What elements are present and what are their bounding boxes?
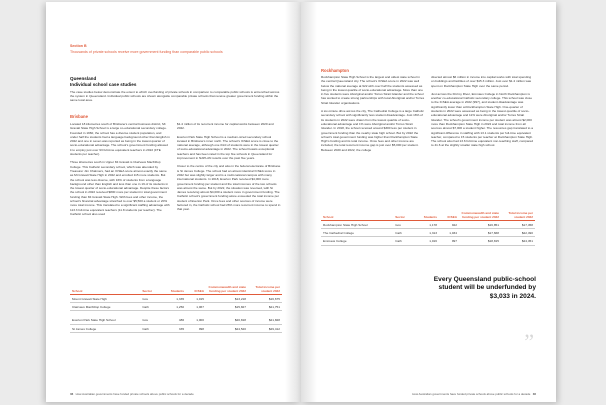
region-heading-brisbane: Brisbane (70, 114, 88, 119)
cell-funding: $16,851 (459, 221, 501, 229)
left-column-2 (177, 122, 281, 216)
paragraph: Closer to the centre of the city and also in the federal electorate of Brisbane is St James College. The school had an almost identical ICSEA score in 2022 but was slightly larger and is a multi-national campus with many international students. In 2018, Everton Park received $4,000 more government funding per student and the total incomes of the two schools was almost the same. But by 2022, the situation was reversed, with St James receiving almost $4,000 a student more in government funding. The Catholic school's government funding alone exceeded the total income per student of Everton Park. Once fees and other sources of income were factored in, the Catholic school had 26% more recurrent income to spend in that year. (177, 164, 281, 212)
book-spread (46, 2, 556, 402)
cell-sector: Gov (393, 221, 413, 229)
cell-icsea: 998 (186, 325, 206, 333)
paragraph: Everton Park State High School is a medium-sized secondary school located in Brisbane's inner north. The school's ICSEA score is close to the national average, although one third of students were in the lowest quarter of socio-educational advantage in 2022. The school boasts exceptional teachers and has been rated in the top five schools in Queensland for improvement in NAPLAN results over the past five years. (177, 134, 279, 161)
cell-icsea: 922 (439, 221, 459, 229)
col-header-icsea: ICSEA (186, 284, 206, 295)
cell-funding: $13,218 (206, 295, 248, 303)
col-header-students: Students (413, 210, 439, 221)
cell-icsea: 1,067 (186, 303, 206, 311)
paragraph: $1.4 million of its recurrent income for capital works between 2020 and 2022. (177, 122, 274, 131)
left-page (46, 2, 301, 402)
col-header-sector: Sector (140, 284, 160, 295)
cell-school: St James College (70, 325, 140, 333)
cell-income: $22,490 (501, 229, 535, 237)
cell-students: 486 (161, 317, 187, 325)
cell-icsea: 997 (439, 237, 459, 245)
left-footer (70, 392, 194, 396)
cell-sector: Cath (140, 303, 160, 311)
cell-school: The Cathedral College (321, 229, 393, 237)
cell-funding: $15,827 (206, 303, 248, 311)
cell-funding: $17,668 (459, 229, 501, 237)
right-column-2 (431, 75, 535, 152)
cell-school: Clairvaux MacKillop College (70, 303, 140, 311)
col-header-icsea: ICSEA (439, 210, 459, 221)
cell-students: 1,016 (413, 237, 439, 245)
cell-income: $16,675 (248, 295, 282, 303)
col-header-income: Total income per student 2022 (248, 284, 282, 295)
cell-school: Emmaus College (321, 237, 393, 245)
cell-income: $29,412 (248, 325, 282, 333)
cell-sector: Cath (393, 237, 413, 245)
intro-paragraph: The case studies below demonstrate the extent to which overfunding of private schools in comparison to comparable public schools is entrenched across the system in Queensland. Individual public schools are shown alongside comparable private schools that receive greater government funding within the same local area. (70, 90, 280, 103)
cell-income: $17,458 (501, 221, 535, 229)
table-row (70, 295, 282, 303)
paragraph: A six-minute drive across the city, The Cathedral College is a large Catholic secondary school with significantly less student disadvantage. Just 16% of its students in 2022 were drawn from the lowest quartile of socio-educational advantage and 1% were Aboriginal and/or Torres Strait Islander. In 2018, the school received around $300 less per student in government funding than the nearby state high school. But by 2022 the school's total government funding was higher than Rockhampton State High's funding and its total income. Once fees and other income are included, the total recurrent income gap is just over $5,000 per student. Between 2020 and 2022, the college (321, 109, 424, 152)
gutter-shadow (301, 2, 317, 402)
pull-quote: Every Queensland public-school student will be underfunded by $3,033 in 2024. (433, 276, 536, 300)
right-footer (412, 392, 536, 396)
paragraph: Just across the Fitzroy River, Emmaus College in North Rockhampton is another co-educational Catholic secondary college. This school was close to the ICSEA average in 2022 (997), and student disadvantage was significantly lower than at Rockhampton State High. One-quarter of students in 2022 were assessed as being in the lowest quartile of socio-educational advantage and 11% were Aboriginal and/or Torres Strait Islander. The school's government income per student was almost $2,000 more than Rockhampton State High in 2022 and total income from all sources almost $7,000 a student higher. The resources gap translated to a significant difference in staffing with 13.1 students per full-time equivalent teacher, compared to 15 students per teacher at Rockhampton State High. The school also had 13.6 full-time equivalent non-teaching staff, compared to 41.6 at the slightly smaller state high school. (431, 91, 534, 148)
cell-income: $21,751 (248, 303, 282, 311)
page-heading: Queensland Individual school case studies (70, 76, 137, 87)
cell-school: Mount Gravatt State High (70, 295, 140, 303)
footer-text: How Australian governments have funded private schools above public schools for a decade (412, 392, 531, 396)
table-header-row (70, 284, 282, 295)
cell-icsea: 1,000 (186, 317, 206, 325)
paragraph: diverted almost $6 million in income into capital works with total spending on buildings and facilities of over $15.3 million. Just over $1.4 million was spent on Rockhampton State High over the same period. (431, 75, 532, 88)
cell-students: 335 (161, 325, 187, 333)
right-column-1 (321, 75, 425, 156)
table-row (321, 237, 535, 245)
cell-funding: $20,818 (206, 317, 248, 325)
cell-students: 1,178 (413, 221, 439, 229)
page-number: 36 (70, 392, 74, 396)
table-header-row (321, 210, 535, 221)
cell-income: $24,451 (501, 237, 535, 245)
paragraph: Rockhampton State High School is the largest and oldest state school in the central Queensland city. The school's ICSEA score in 2022 was well below the national average at 922 with over half the students assessed as being in the lowest quartile of socio-educational advantage. More than one in five students were Aboriginal and/or Torres Strait Islander and the school has worked to create strong partnerships with local Aboriginal and/or Torres Strait Islander organisations. (321, 75, 425, 105)
paragraph: Three kilometres south in Upper Mt Gravatt is Clairvaux MacKillop College. This Catholic secondary school, which was attended by Treasurer Jim Chalmers, had an ICSEA score almost exactly the same as Mt Gravatt State High in 2022 and enrolled 115 more students. But the school was less diverse, with 16% of students from a language background other than English and less than one in 19 of its students in the lowest quarter of socio-educational advantage. Despite these factors the school in 2022 received $800 more per student in total government funding than Mt Gravatt State High. With fees and other income, the school's financial advantage stretched to over $5,500 a student or 20% more total income. This translated to a significant staffing advantage with 113.3 full-time equivalent teachers (11.8 students per teacher). The Catholic school also used (70, 160, 170, 216)
col-header-students: Students (161, 284, 187, 295)
cell-school: Everton Park State High School (70, 317, 140, 325)
section-title: Thousands of private schools receive more government funding than comparable public schools (70, 50, 223, 54)
gutter-shadow (285, 2, 301, 402)
footer-text: How Australian governments have funded private schools above public schools for a decade (75, 392, 194, 396)
section-label: Section B (70, 44, 87, 48)
col-header-school: School (321, 210, 393, 221)
right-page (301, 2, 556, 402)
cell-students: 1,250 (161, 303, 187, 311)
cell-income: $21,828 (248, 317, 282, 325)
cell-funding: $24,520 (206, 325, 248, 333)
paragraph: Located 18 kilometres south of Brisbane's central business district, Mt Gravatt State High School is a large co-educational secondary college. Founded in 1960, the school has a diverse student population, and under half the students had a language background other than English in 2022 and one in seven was reported as being in the lowest quarter of socio-educational advantage. The school's government funding allowed it to employ just over 93 full-time equivalent teachers in 2022 (FTE students per teacher). (70, 122, 170, 157)
table-row (70, 317, 282, 325)
cell-sector: Gov (140, 295, 160, 303)
col-header-income: Total income per student 2022 (501, 210, 535, 221)
cell-school: Rockhampton State High School (321, 221, 393, 229)
cell-students: 1,335 (161, 295, 187, 303)
quote-mark-icon: ” (524, 329, 534, 354)
cell-funding: $18,815 (459, 237, 501, 245)
cell-students: 1,313 (413, 229, 439, 237)
table-row (321, 221, 535, 229)
cell-sector: Cath (393, 229, 413, 237)
col-header-school: School (70, 284, 140, 295)
col-header-funding: Commonwealth and state funding per student 2022 (206, 284, 248, 295)
table-row (321, 229, 535, 237)
table-row (70, 325, 282, 333)
col-header-funding: Commonwealth and state funding per student 2022 (459, 210, 501, 221)
left-column-1 (70, 122, 170, 220)
cell-icsea: 1,015 (186, 295, 206, 303)
rockhampton-funding-table (321, 210, 535, 246)
page-number: 36 (532, 392, 536, 396)
cell-sector: Gov (140, 317, 160, 325)
cell-sector: Cath (140, 325, 160, 333)
table-row (70, 303, 282, 311)
cell-icsea: 1,034 (439, 229, 459, 237)
brisbane-funding-table (70, 284, 282, 333)
region-heading-rockhampton: Rockhampton (321, 68, 349, 73)
col-header-sector: Sector (393, 210, 413, 221)
